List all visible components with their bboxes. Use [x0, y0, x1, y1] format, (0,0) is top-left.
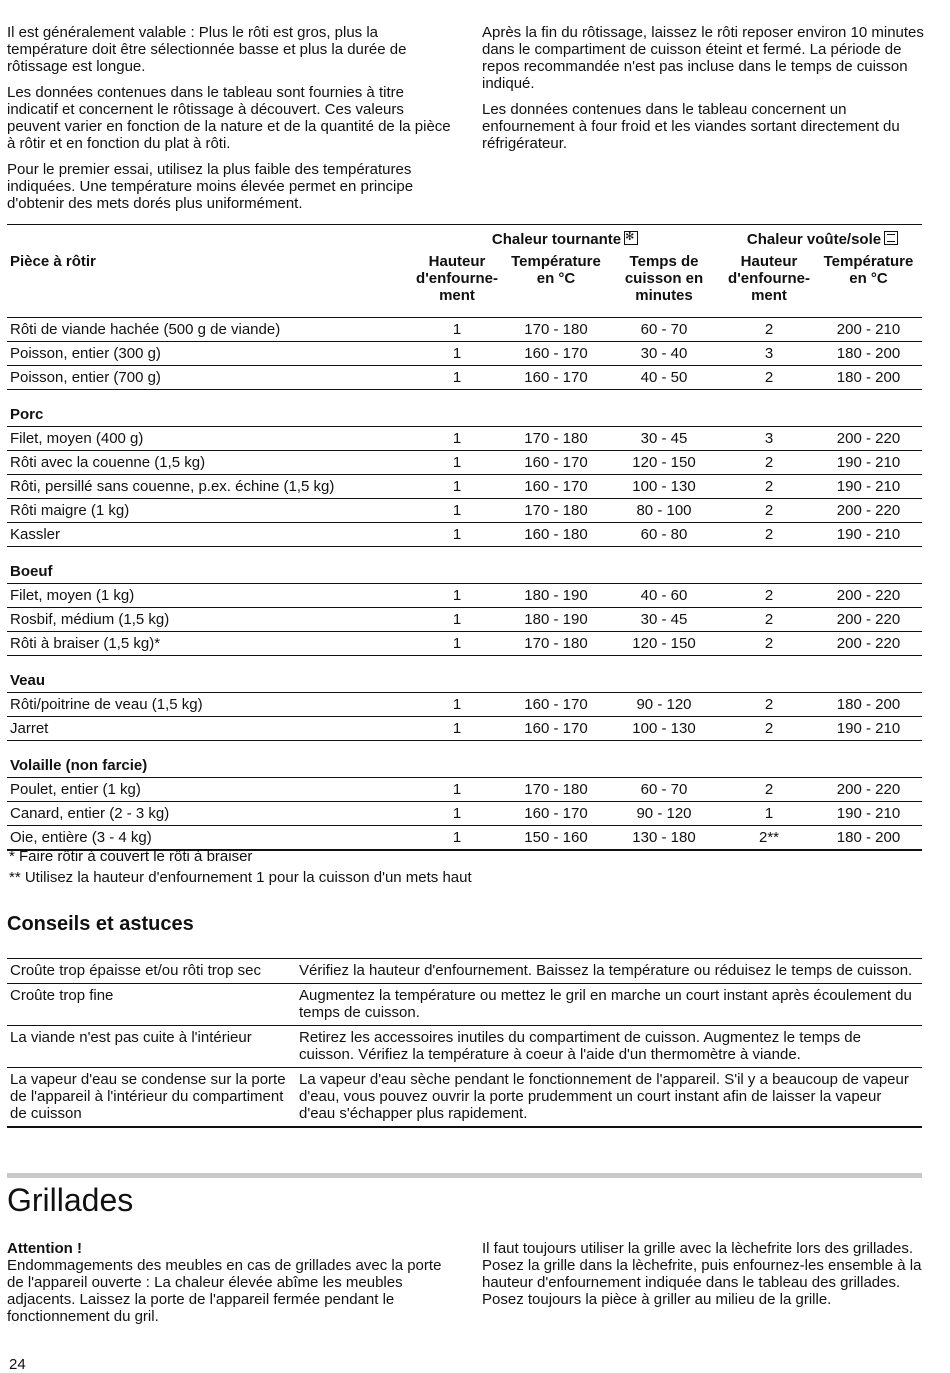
grill-left-column — [7, 1240, 452, 1325]
value-cell: 1 — [407, 584, 507, 608]
value-cell: 160 - 170 — [507, 475, 605, 499]
value-cell: 180 - 200 — [815, 342, 922, 366]
intro-paragraph: Les données contenues dans le tableau concernent un enfournement à four froid et les viandes sortant directement du réfrigérateur. — [482, 101, 900, 152]
table-row — [7, 802, 922, 826]
value-cell: 120 - 150 — [605, 632, 723, 656]
dish-name-cell: Rôti de viande hachée (500 g de viande) — [7, 318, 407, 342]
category-label: Volaille (non farcie) — [7, 741, 922, 778]
category-row — [7, 656, 922, 693]
value-cell: 2 — [723, 778, 815, 802]
tips-table-body — [7, 959, 922, 1128]
fan-heat-icon — [624, 231, 638, 245]
value-cell: 2 — [723, 451, 815, 475]
value-cell: 190 - 210 — [815, 717, 922, 741]
value-cell: 80 - 100 — [605, 499, 723, 523]
value-cell: 200 - 220 — [815, 778, 922, 802]
value-cell: 160 - 170 — [507, 717, 605, 741]
grill-section — [7, 1240, 927, 1325]
tip-solution: La vapeur d'eau sèche pendant le fonctionnement de l'appareil. S'il y a beaucoup de vapeur d'eau, vous pouvez ouvrir la porte prudemment un court instant afin de laisser la vapeur d'eau s'échapper plus rapidement. — [296, 1068, 922, 1128]
value-cell: 2 — [723, 318, 815, 342]
column-header: Température en °C — [815, 250, 922, 318]
value-cell: 170 - 180 — [507, 318, 605, 342]
value-cell: 170 - 180 — [507, 499, 605, 523]
value-cell: 160 - 180 — [507, 523, 605, 547]
tip-problem: La vapeur d'eau se condense sur la porte de l'appareil à l'intérieur du compartiment de cuisson — [7, 1068, 296, 1128]
value-cell: 1 — [407, 318, 507, 342]
table-row — [7, 584, 922, 608]
tip-solution: Augmentez la température ou mettez le gril en marche un court instant après écoulement du temps de cuisson. — [296, 984, 922, 1026]
value-cell: 1 — [407, 427, 507, 451]
value-cell: 190 - 210 — [815, 475, 922, 499]
dish-name-cell: Rôti avec la couenne (1,5 kg) — [7, 451, 407, 475]
value-cell: 60 - 70 — [605, 318, 723, 342]
value-cell: 2** — [723, 826, 815, 851]
value-cell: 2 — [723, 523, 815, 547]
footnote: ** Utilisez la hauteur d'enfournement 1 pour la cuisson d'un mets haut — [9, 869, 472, 886]
value-cell: 60 - 80 — [605, 523, 723, 547]
tip-problem: La viande n'est pas cuite à l'intérieur — [7, 1026, 296, 1068]
value-cell: 160 - 170 — [507, 693, 605, 717]
value-cell: 1 — [407, 451, 507, 475]
dish-name-cell: Jarret — [7, 717, 407, 741]
group-header-convection: Chaleur tournante✻ — [407, 225, 723, 251]
value-cell: 190 - 210 — [815, 451, 922, 475]
value-cell: 1 — [407, 608, 507, 632]
value-cell: 180 - 200 — [815, 693, 922, 717]
dish-name-cell: Poulet, entier (1 kg) — [7, 778, 407, 802]
value-cell: 2 — [723, 499, 815, 523]
dish-name-cell: Filet, moyen (1 kg) — [7, 584, 407, 608]
value-cell: 2 — [723, 366, 815, 390]
column-header: Température en °C — [507, 250, 605, 318]
column-header: Hauteur d'enfourne-ment — [723, 250, 815, 318]
table-row — [7, 342, 922, 366]
table-row — [7, 475, 922, 499]
table-row — [7, 608, 922, 632]
value-cell: 1 — [407, 366, 507, 390]
value-cell: 180 - 190 — [507, 584, 605, 608]
value-cell: 2 — [723, 632, 815, 656]
dish-name-cell: Rosbif, médium (1,5 kg) — [7, 608, 407, 632]
table-row — [7, 499, 922, 523]
tip-solution: Retirez les accessoires inutiles du compartiment de cuisson. Augmentez le temps de cuisson. Vérifiez la température à coeur à l'aide d'un thermomètre à viande. — [296, 1026, 922, 1068]
category-row — [7, 741, 922, 778]
value-cell: 120 - 150 — [605, 451, 723, 475]
value-cell: 1 — [407, 632, 507, 656]
value-cell: 1 — [407, 778, 507, 802]
intro-section — [7, 24, 927, 221]
value-cell: 180 - 200 — [815, 826, 922, 851]
value-cell: 190 - 210 — [815, 802, 922, 826]
value-cell: 3 — [723, 427, 815, 451]
value-cell: 180 - 190 — [507, 608, 605, 632]
dish-name-cell: Rôti, persillé sans couenne, p.ex. échine (1,5 kg) — [7, 475, 407, 499]
category-label: Veau — [7, 656, 922, 693]
value-cell: 1 — [407, 342, 507, 366]
value-cell: 160 - 170 — [507, 366, 605, 390]
value-cell: 40 - 60 — [605, 584, 723, 608]
value-cell: 2 — [723, 475, 815, 499]
dish-name-cell: Kassler — [7, 523, 407, 547]
dish-name-cell: Rôti/poitrine de veau (1,5 kg) — [7, 693, 407, 717]
intro-paragraph: Les données contenues dans le tableau sont fournies à titre indicatif et concernent le rôtissage à découvert. Ces valeurs peuvent varier en fonction de la nature et de la quantité de la pièce à rôtir et en fonction du plat à rôti. — [7, 84, 451, 152]
top-bottom-heat-icon — [884, 231, 898, 245]
value-cell: 90 - 120 — [605, 802, 723, 826]
tips-heading: Conseils et astuces — [7, 913, 194, 935]
category-row — [7, 390, 922, 427]
value-cell: 200 - 210 — [815, 318, 922, 342]
grill-heading: Grillades — [7, 1182, 134, 1218]
tips-table — [7, 958, 922, 1128]
section-divider — [7, 1173, 922, 1178]
value-cell: 200 - 220 — [815, 584, 922, 608]
tip-problem: Croûte trop épaisse et/ou rôti trop sec — [7, 959, 296, 984]
dish-name-cell: Rôti maigre (1 kg) — [7, 499, 407, 523]
value-cell: 1 — [407, 717, 507, 741]
intro-right-column — [482, 24, 927, 221]
tip-problem: Croûte trop fine — [7, 984, 296, 1026]
roasting-table — [7, 224, 922, 851]
value-cell: 1 — [407, 523, 507, 547]
value-cell: 100 - 130 — [605, 717, 723, 741]
value-cell: 1 — [407, 802, 507, 826]
value-cell: 1 — [723, 802, 815, 826]
tip-solution: Vérifiez la hauteur d'enfournement. Baissez la température ou réduisez le temps de cuisson. — [296, 959, 922, 984]
column-header: Temps de cuisson en minutes — [605, 250, 723, 318]
dish-name-cell: Oie, entière (3 - 4 kg) — [7, 826, 407, 851]
value-cell: 170 - 180 — [507, 778, 605, 802]
category-label: Porc — [7, 390, 922, 427]
value-cell: 30 - 40 — [605, 342, 723, 366]
grill-instructions: Il faut toujours utiliser la grille avec la lèchefrite lors des grillades. Posez la grille dans la lèchefrite, puis enfournez-les ensemble à la hauteur d'enfournement indiquée dans le tableau des grillades. Posez toujours la pièce à griller au milieu de la grille. — [482, 1240, 922, 1308]
category-label: Boeuf — [7, 547, 922, 584]
value-cell: 100 - 130 — [605, 475, 723, 499]
value-cell: 40 - 50 — [605, 366, 723, 390]
value-cell: 170 - 180 — [507, 427, 605, 451]
table-row — [7, 693, 922, 717]
value-cell: 2 — [723, 584, 815, 608]
column-header: Hauteur d'enfourne-ment — [407, 250, 507, 318]
table-row — [7, 826, 922, 851]
group-header-top-bottom: Chaleur voûte/sole — [723, 225, 922, 251]
value-cell: 90 - 120 — [605, 693, 723, 717]
value-cell: 160 - 170 — [507, 451, 605, 475]
value-cell: 2 — [723, 693, 815, 717]
table-row — [7, 427, 922, 451]
value-cell: 30 - 45 — [605, 427, 723, 451]
dish-name-cell: Rôti à braiser (1,5 kg)* — [7, 632, 407, 656]
value-cell: 1 — [407, 475, 507, 499]
tip-row — [7, 1026, 922, 1068]
dish-name-cell: Filet, moyen (400 g) — [7, 427, 407, 451]
value-cell: 200 - 220 — [815, 499, 922, 523]
dish-name-cell: Poisson, entier (700 g) — [7, 366, 407, 390]
attention-text: Endommagements des meubles en cas de grillades avec la porte de l'appareil ouverte : La chaleur élevée abîme les meubles adjacents. Laissez la porte de l'appareil fermée pendant le fonctionnement du gril. — [7, 1257, 442, 1325]
table-row — [7, 523, 922, 547]
tip-row — [7, 959, 922, 984]
table-row — [7, 717, 922, 741]
intro-paragraph: Pour le premier essai, utilisez la plus faible des températures indiquées. Une température moins élevée permet en principe d'obtenir des mets dorés plus uniformément. — [7, 161, 414, 212]
value-cell: 1 — [407, 826, 507, 851]
roasting-table-body — [7, 318, 922, 851]
table-row — [7, 632, 922, 656]
dish-name-cell: Canard, entier (2 - 3 kg) — [7, 802, 407, 826]
value-cell: 2 — [723, 717, 815, 741]
intro-paragraph: Il est généralement valable : Plus le rôti est gros, plus la température doit être sélectionnée basse et plus la durée de rôtissage est longue. — [7, 24, 407, 75]
tip-row — [7, 1068, 922, 1128]
intro-paragraph: Après la fin du rôtissage, laissez le rôti reposer environ 10 minutes dans le compartiment de cuisson éteint et fermé. La période de repos recommandée n'est pas incluse dans le temps de cuisson indiqué. — [482, 24, 924, 92]
value-cell: 30 - 45 — [605, 608, 723, 632]
value-cell: 130 - 180 — [605, 826, 723, 851]
table-row — [7, 778, 922, 802]
category-row — [7, 547, 922, 584]
value-cell: 190 - 210 — [815, 523, 922, 547]
page-number: 24 — [9, 1356, 26, 1373]
value-cell: 1 — [407, 499, 507, 523]
footnote: * Faire rôtir à couvert le rôti à braiser — [9, 848, 253, 865]
value-cell: 200 - 220 — [815, 608, 922, 632]
tip-row — [7, 984, 922, 1026]
value-cell: 150 - 160 — [507, 826, 605, 851]
value-cell: 160 - 170 — [507, 802, 605, 826]
value-cell: 60 - 70 — [605, 778, 723, 802]
attention-label: Attention ! — [7, 1240, 82, 1257]
value-cell: 200 - 220 — [815, 632, 922, 656]
value-cell: 3 — [723, 342, 815, 366]
value-cell: 2 — [723, 608, 815, 632]
value-cell: 180 - 200 — [815, 366, 922, 390]
column-header: Pièce à rôtir — [7, 250, 407, 318]
dish-name-cell: Poisson, entier (300 g) — [7, 342, 407, 366]
table-row — [7, 366, 922, 390]
value-cell: 1 — [407, 693, 507, 717]
table-row — [7, 451, 922, 475]
value-cell: 200 - 220 — [815, 427, 922, 451]
intro-left-column — [7, 24, 452, 221]
grill-right-column — [482, 1240, 927, 1325]
value-cell: 160 - 170 — [507, 342, 605, 366]
table-row — [7, 318, 922, 342]
value-cell: 170 - 180 — [507, 632, 605, 656]
table-footnotes — [9, 848, 472, 890]
